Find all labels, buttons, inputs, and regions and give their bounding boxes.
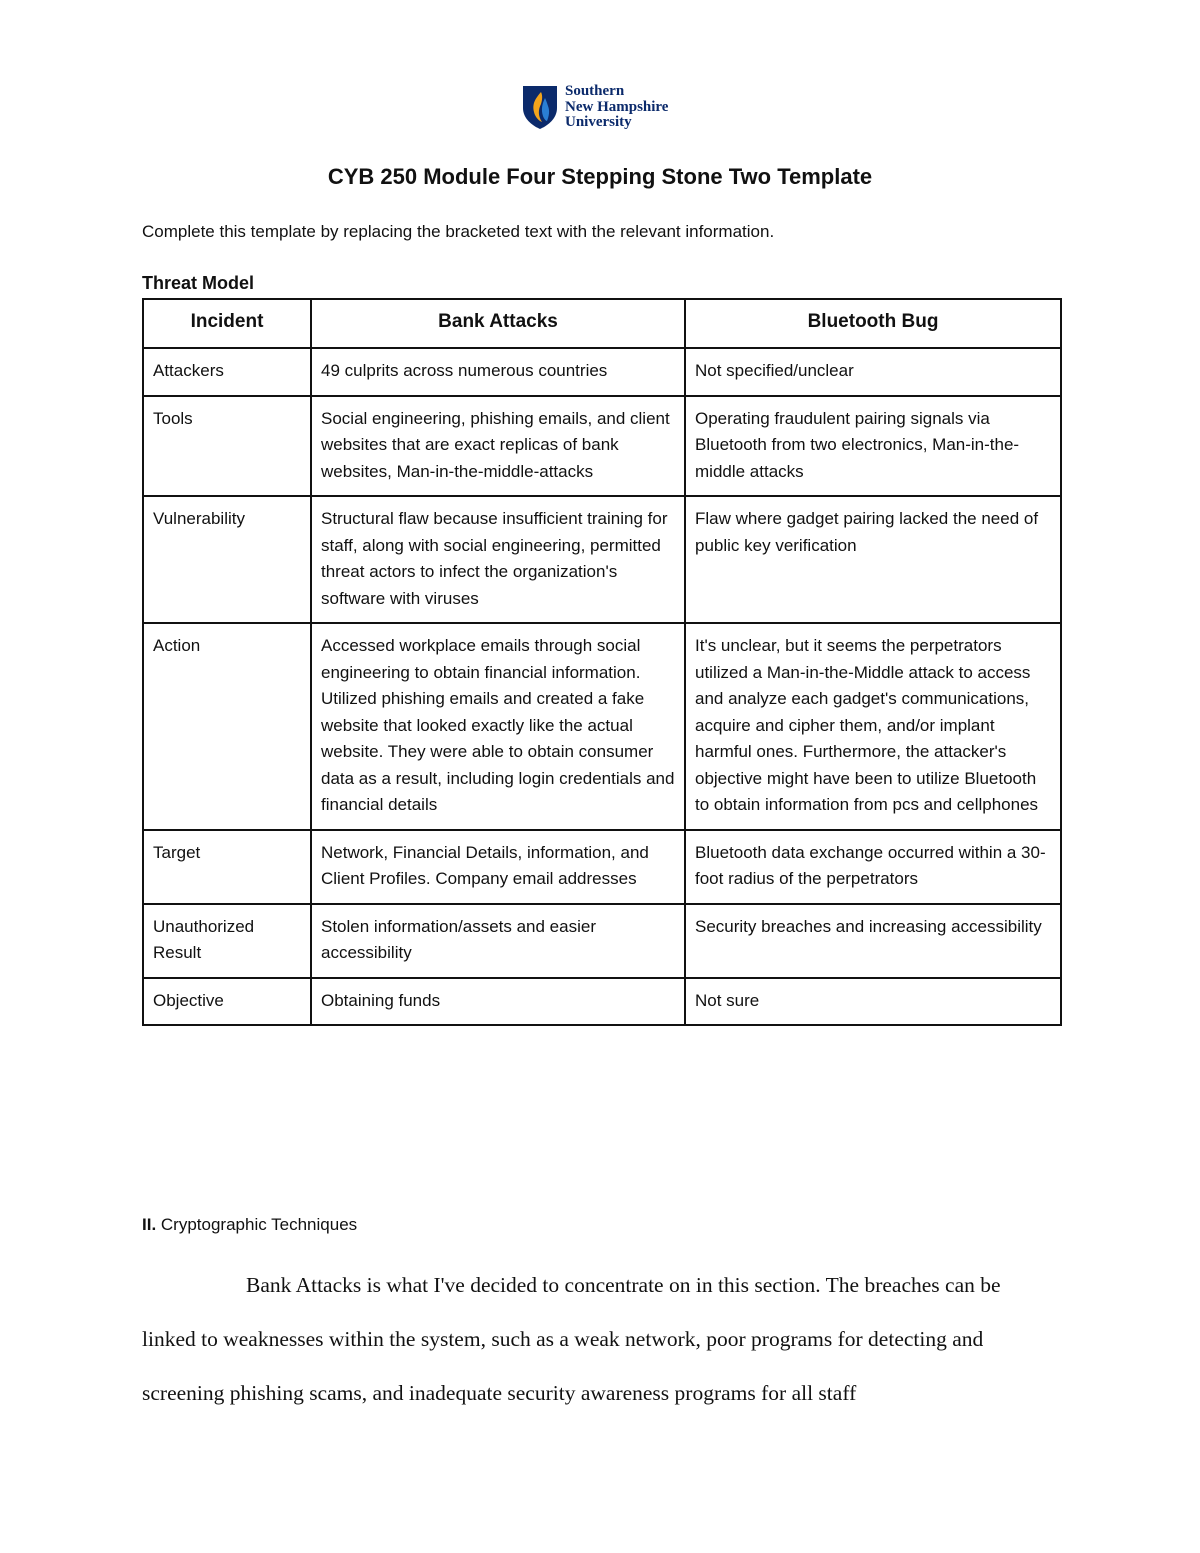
body-paragraph: Bank Attacks is what I've decided to concentrate on in this section. The breaches can be linked to weaknesses within the system, such as a weak network, poor programs for detecting and screening phishing scams, and inadequate security awareness programs for all staff — [142, 1273, 1001, 1405]
row-label: Target — [143, 830, 311, 904]
document-title: CYB 250 Module Four Stepping Stone Two Template — [327, 164, 873, 189]
university-logo — [521, 84, 668, 131]
table-row — [143, 830, 1061, 904]
bluetooth-cell: Flaw where gadget pairing lacked the need of public key verification — [685, 496, 1061, 623]
table-row — [143, 496, 1061, 623]
logo-wordmark — [565, 84, 668, 131]
logo-line-1: Southern — [565, 83, 625, 99]
table-row — [143, 348, 1061, 396]
threat-model-heading: Threat Model — [142, 273, 255, 293]
bank-cell: Stolen information/assets and easier accessibility — [311, 904, 685, 978]
row-label: Attackers — [143, 348, 311, 396]
bank-cell: Accessed workplace emails through social engineering to obtain financial information. Utilized phishing emails and created a fake website that looked exactly like the actual website. They were able to obtain consumer data as a result, including login credentials and financial details — [311, 623, 685, 830]
section-title: Cryptographic Techniques — [160, 1215, 358, 1234]
bluetooth-cell: Not sure — [685, 978, 1061, 1026]
row-label: Unauthorized Result — [143, 904, 311, 978]
table-row — [143, 904, 1061, 978]
bluetooth-cell: Bluetooth data exchange occurred within a 30-foot radius of the perpetrators — [685, 830, 1061, 904]
table-header-row — [143, 299, 1061, 348]
section-number: II. — [142, 1215, 157, 1234]
table-row — [143, 978, 1061, 1026]
bank-cell: Obtaining funds — [311, 978, 685, 1026]
row-label: Tools — [143, 396, 311, 497]
bluetooth-cell: Not specified/unclear — [685, 348, 1061, 396]
bank-cell: Social engineering, phishing emails, and client websites that are exact replicas of bank websites, Man-in-the-middle-attacks — [311, 396, 685, 497]
bank-cell: Structural flaw because insufficient training for staff, along with social engineering, permitted threat actors to infect the organization's software with viruses — [311, 496, 685, 623]
threat-model-table — [142, 298, 1062, 1026]
table-row — [143, 396, 1061, 497]
table-row — [143, 623, 1061, 830]
row-label: Action — [143, 623, 311, 830]
logo-line-2: New Hampshire — [565, 98, 669, 115]
instructions-text: Complete this template by replacing the bracketed text with the relevant information. — [142, 222, 775, 241]
row-label: Objective — [143, 978, 311, 1026]
header-bluetooth-bug: Bluetooth Bug — [685, 299, 1061, 348]
bluetooth-cell: It's unclear, but it seems the perpetrators utilized a Man-in-the-Middle attack to access and analyze each gadget's communications, acquire and cipher them, and/or implant harmful ones. Furthermore, the attacker's objective might have been to utilize Bluetooth to obtain information from pcs and cellphones — [685, 623, 1061, 830]
header-incident: Incident — [143, 299, 311, 348]
bluetooth-cell: Operating fraudulent pairing signals via Bluetooth from two electronics, Man-in-the-middle attacks — [685, 396, 1061, 497]
flame-shield-icon — [521, 84, 559, 130]
bank-cell: Network, Financial Details, information, and Client Profiles. Company email addresses — [311, 830, 685, 904]
bluetooth-cell: Security breaches and increasing accessibility — [685, 904, 1061, 978]
row-label: Vulnerability — [143, 496, 311, 623]
bank-cell: 49 culprits across numerous countries — [311, 348, 685, 396]
header-bank-attacks: Bank Attacks — [311, 299, 685, 348]
cryptographic-techniques-heading — [142, 1215, 357, 1235]
logo-line-3: University — [565, 114, 632, 130]
